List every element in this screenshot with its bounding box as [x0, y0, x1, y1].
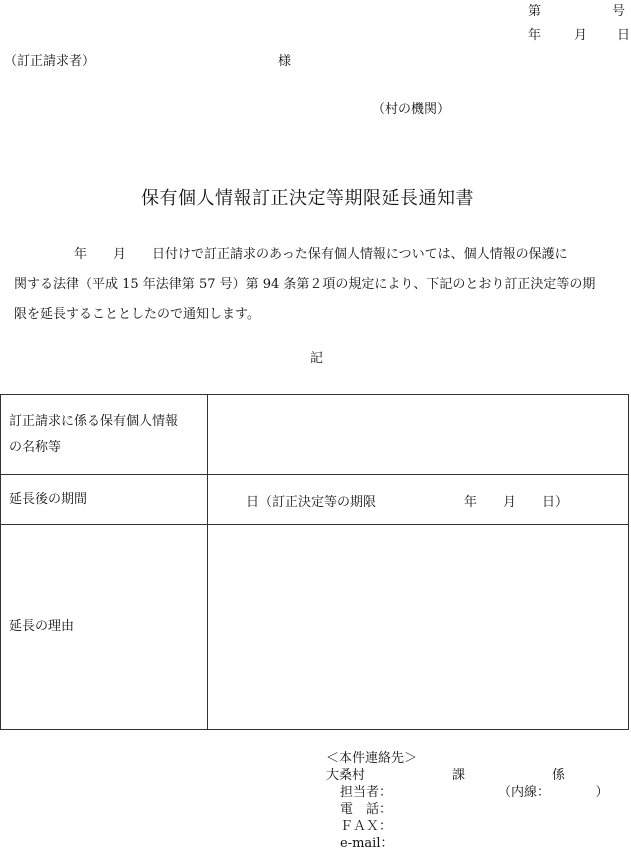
contact-kakari: 係: [552, 768, 566, 783]
info-name-label: 訂正請求に係る保有個人情報 の名称等: [1, 395, 208, 475]
contact-email: e-mail：: [340, 836, 394, 851]
contact-org-row: [326, 767, 566, 784]
ki-heading: 記: [310, 351, 324, 366]
body-paragraph: [14, 240, 626, 330]
info-name-value: [208, 395, 629, 475]
document-title: 保有個人情報訂正決定等期限延長通知書: [141, 188, 474, 209]
table-row-extended-period: [1, 475, 629, 525]
extended-period-deadline: 年 月 日）: [464, 495, 569, 510]
extended-period-label: 延長後の期間: [1, 475, 208, 525]
honorific: 様: [278, 54, 292, 69]
notice-table: [0, 394, 629, 730]
extended-period-days: 日（訂正決定等の期限: [246, 495, 377, 510]
issuer-label: （村の機関）: [372, 102, 451, 117]
reason-value: [208, 525, 629, 730]
contact-phone: 電 話：: [340, 802, 393, 817]
contact-extension: （内線： ）: [498, 785, 609, 800]
table-row-info-name: [1, 395, 629, 475]
body-line-3: 限を延長することとしたので通知します。: [14, 307, 260, 322]
table-row-reason: [1, 525, 629, 730]
body-line-2: 関する法律（平成 15 年法律第 57 号）第 94 条第２項の規定により、下記のとおり訂正決定等の期: [14, 277, 596, 292]
contact-block: [326, 750, 609, 852]
contact-ka: 課: [452, 768, 466, 783]
extended-period-value: [208, 475, 629, 525]
contact-heading: ＜本件連絡先＞: [326, 751, 418, 766]
contact-person-row: [326, 784, 609, 801]
date-day: 日: [617, 28, 631, 43]
date-month: 月: [574, 28, 588, 43]
number-suffix: 号: [612, 4, 626, 19]
contact-person: 担当者：: [340, 785, 393, 800]
contact-org: 大桑村: [326, 768, 366, 783]
number-prefix: 第: [528, 4, 542, 19]
recipient-label: （訂正請求者）: [4, 54, 96, 69]
contact-fax: ＦＡＸ：: [340, 819, 393, 834]
reason-label: 延長の理由: [1, 525, 208, 730]
body-line-1: 年 月 日付けで訂正請求のあった保有個人情報については、個人情報の保護に: [74, 247, 568, 262]
date-year: 年: [528, 28, 542, 43]
